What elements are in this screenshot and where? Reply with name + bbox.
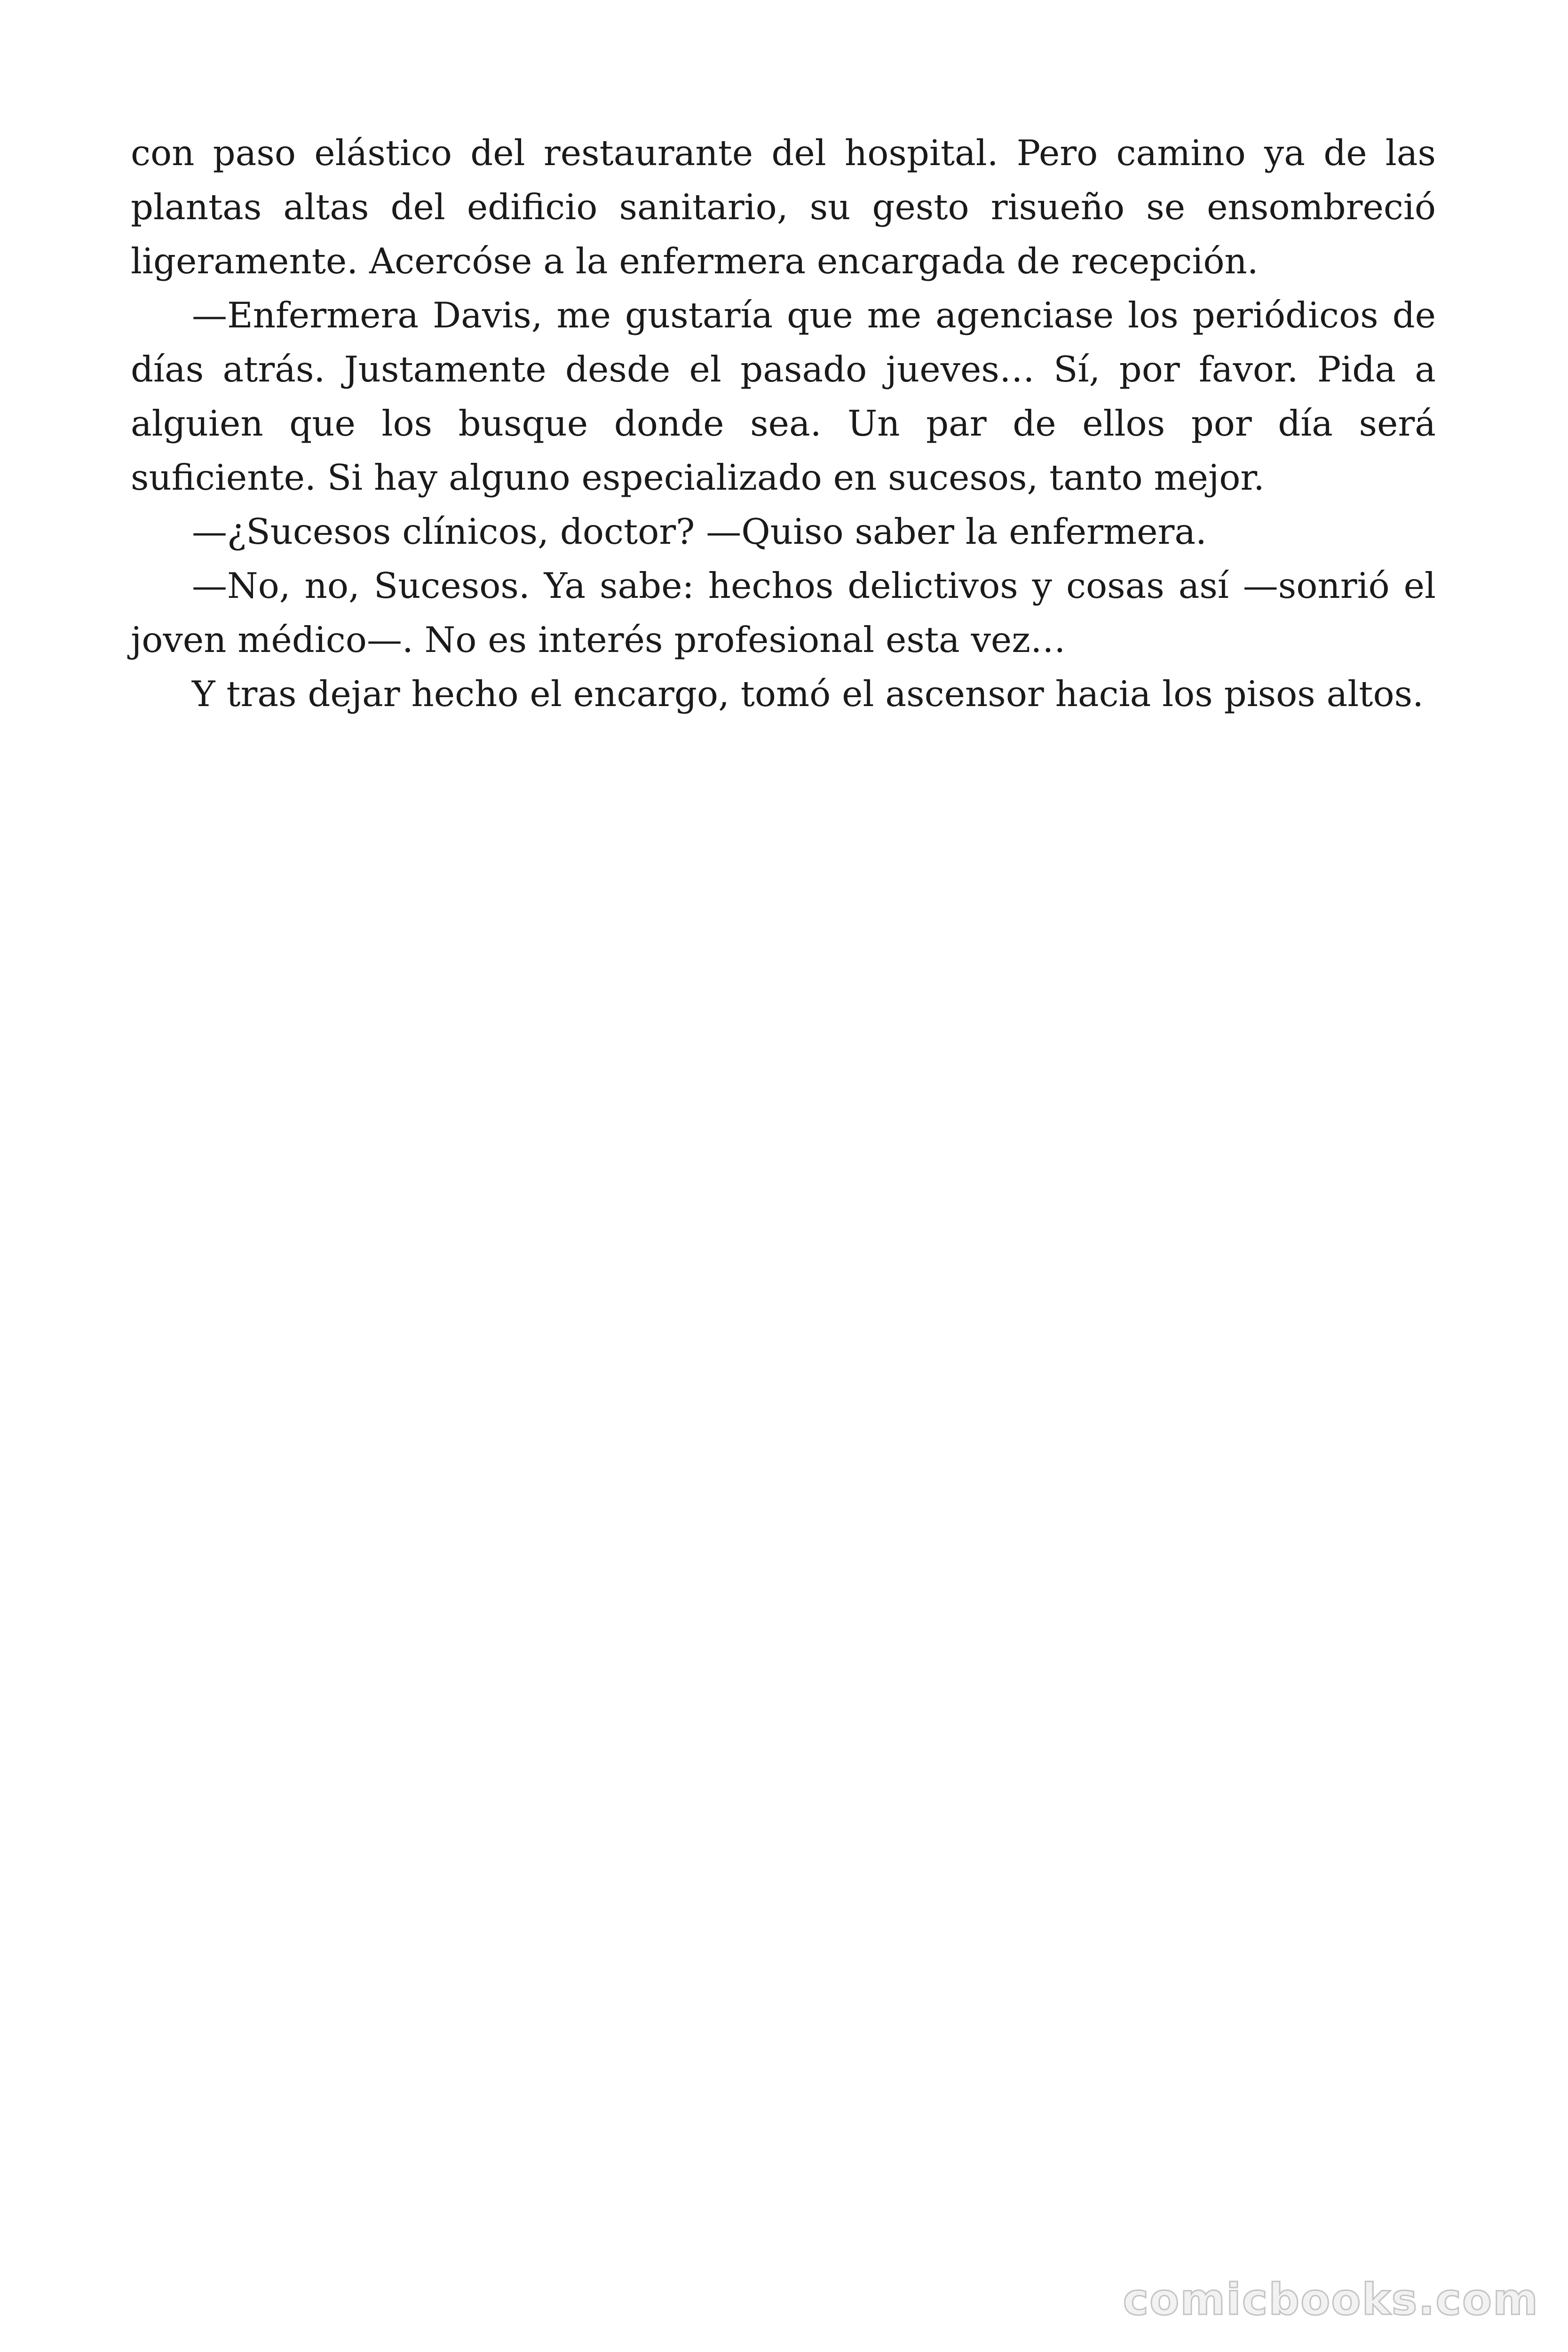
- paragraph-2: —Enfermera Davis, me gustaría que me agenciase los periódicos de días atrás. Justamente desde el pasado jueves… Sí, por favor. Pida a alguien que los busque donde sea. Un par de ellos por día será suficiente. Si hay alguno especializado en sucesos, tanto mejor.: [131, 294, 1436, 498]
- watermark: comicbooks.com: [1123, 2274, 1539, 2325]
- paragraph-1: con paso elástico del restaurante del hospital. Pero camino ya de las plantas altas del edificio sanitario, su gesto risueño se ensombreció ligeramente. Acercóse a la enfermera encargada de recepción.: [131, 132, 1436, 282]
- paragraph-4: —No, no, Sucesos. Ya sabe: hechos delictivos y cosas así —sonrió el joven médico—. No es interés profesional esta vez…: [131, 565, 1436, 660]
- paragraph-3: —¿Sucesos clínicos, doctor? —Quiso saber la enfermera.: [192, 511, 1207, 552]
- body-text: [131, 126, 1436, 721]
- paragraph-5: Y tras dejar hecho el encargo, tomó el ascensor hacia los pisos altos.: [192, 673, 1424, 715]
